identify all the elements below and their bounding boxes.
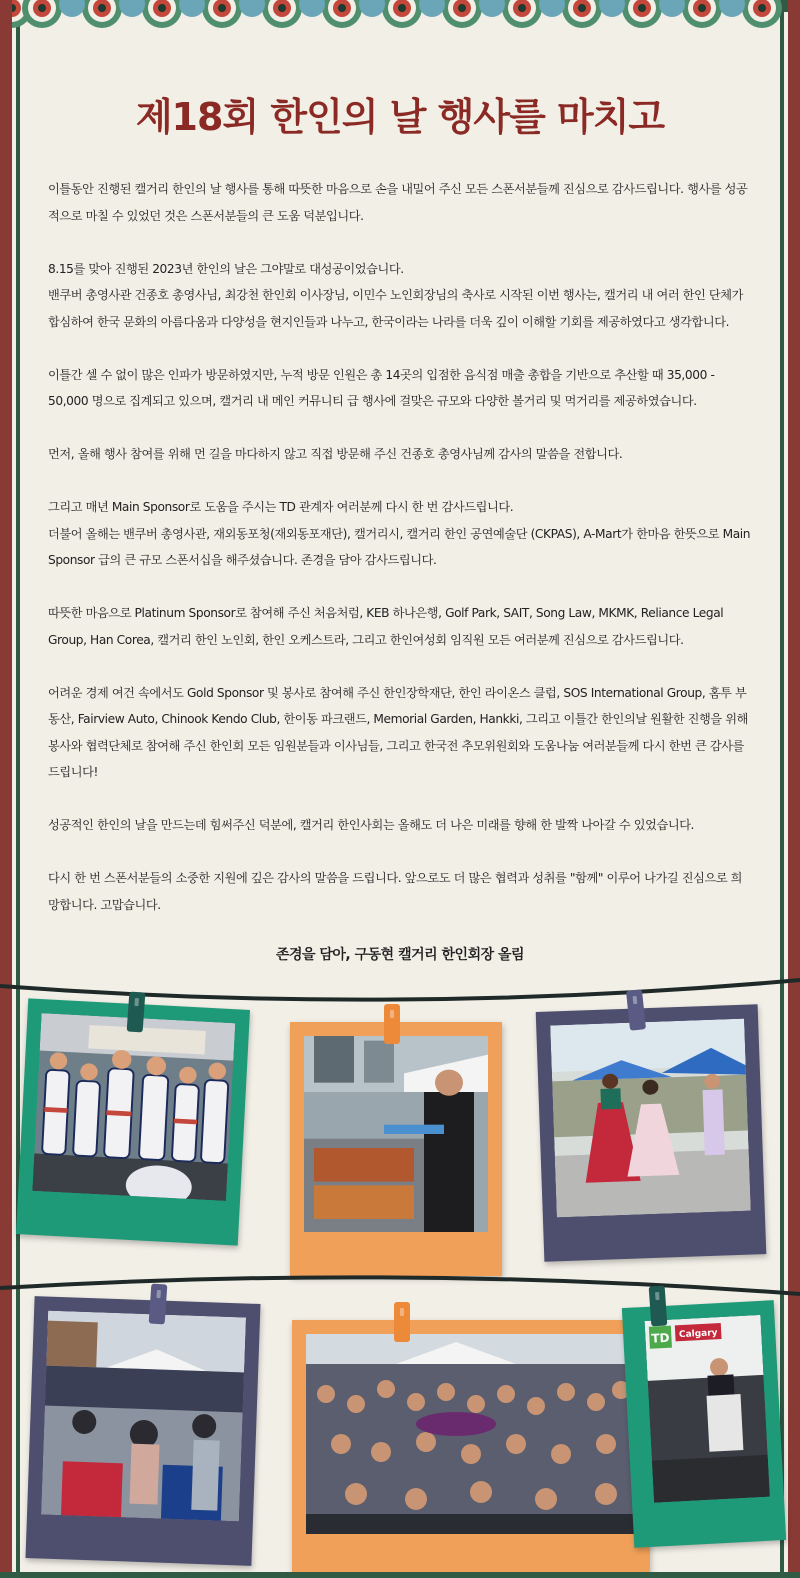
photo-clip-4	[149, 1283, 168, 1324]
paragraph-event-summary: 8.15를 맞아 진행된 2023년 한인의 날은 그야말로 대성공이었습니다. 밴쿠버 총영사관 건종호 총영사님, 최강천 한인회 이사장님, 이민수 노인회장님의 축사로 시작된 이번 행사는, 캘거리 내 여러 한인 단체가 합심하여 한국 문화의 아름다움과 다양성을 현지인들과 나누고, 한국이라는 나라를 더욱 깊이 이해할 기회를 제공하였다고 생각합니다.	[48, 261, 744, 329]
frame-border-left	[0, 0, 12, 1578]
paragraph-attendance: 이틀간 셀 수 없이 많은 인파가 방문하였지만, 누적 방문 인원은 총 14곳의 입점한 음식점 매출 총합을 기반으로 추산할 때 35,000 - 50,000 명으로 집계되고 있으며, 캘거리 내 메인 커뮤니티 급 행사에 걸맞은 규모와 다양한 볼거리 및 먹거리를 제공하였습니다.	[48, 367, 715, 408]
paragraph-gold-sponsors: 어려운 경제 여건 속에서도 Gold Sponsor 및 봉사로 참여해 주신 한인장학재단, 한인 라이온스 클럽, SOS International Group, 홈투 부동산, Fairview Auto, Chinook Kendo Club, 한이동 파크랜드, Memorial Garden, Hankki, 그리고 이틀간 한인의날 원활한 진행을 위해 봉사와 협력단체로 참여해 주신 한인회 모든 임원분들과 이사님들, 그리고 한국전 추모위원회와 도움나눔 여러분들께 다시 한번 큰 감사를 드립니다!	[48, 685, 749, 779]
paragraph-consul-thanks: 먼저, 올해 행사 참여를 위해 먼 길을 마다하지 않고 직접 방문해 주신 건종호 총영사님께 감사의 말씀을 전합니다.	[48, 447, 623, 461]
frame-inner-line-left	[16, 0, 20, 1578]
page-title: 제18회 한인의 날 행사를 마치고	[135, 95, 665, 139]
photo-stage-speaker	[622, 1300, 786, 1548]
photo-seated-audience	[292, 1320, 650, 1578]
bottom-border	[0, 1572, 800, 1578]
photo-taekwondo	[16, 998, 250, 1245]
photo-food-grill	[290, 1022, 502, 1276]
frame-inner-line-right	[780, 0, 784, 1578]
paragraph-main-sponsors: 그리고 매년 Main Sponsor로 도움을 주시는 TD 관계자 여러분께 다시 한 번 감사드립니다. 더불어 올해는 밴쿠버 총영사관, 재외동포청(재외동포재단), 캘거리시, 캘거리 한인 공연예술단 (CKPAS), A-Mart가 한마음 한뜻으로 Main Sponsor 급의 큰 규모 스폰서십을 해주셨습니다. 존경을 담아 감사드립니다.	[48, 500, 751, 567]
photo-clip-6	[649, 1285, 668, 1326]
photo-clip-1	[127, 991, 146, 1032]
frame-border-right	[788, 0, 800, 1578]
paragraph-platinum-sponsors: 따뜻한 마음으로 Platinum Sponsor로 참여해 주신 처음처럼, KEB 하나은행, Golf Park, SAIT, Song Law, MKMK, Reliance Legal Group, Han Corea, 캘거리 한인 노인회, 한인 오케스트라, 그리고 한인여성회 임직원 모든 여러분께 진심으로 감사드립니다.	[48, 606, 724, 647]
photo-clip-2	[384, 1004, 400, 1044]
banner-calgary-text: Calgary	[678, 1328, 718, 1341]
letter-body	[48, 176, 752, 918]
photo-hanbok-dance	[536, 1004, 767, 1262]
dancheong-ornament	[12, 0, 788, 40]
paragraph-thanks: 이틀동안 진행된 캘거리 한인의 날 행사를 통해 따뜻한 마음으로 손을 내밀어 주신 모든 스폰서분들께 진심으로 감사드립니다. 행사를 성공적으로 마칠 수 있었던 것은 스폰서분들의 큰 도움 덕분입니다.	[48, 182, 748, 223]
photo-crowd-flags	[25, 1296, 260, 1566]
signature: 존경을 담아, 구동현 캘거리 한인회장 올림	[275, 947, 525, 963]
banner-td-text: TD	[651, 1330, 670, 1346]
paragraph-community: 성공적인 한인의 날을 만드는데 힘써주신 덕분에, 캘거리 한인사회는 올해도 더 나은 미래를 향해 한 발짝 나아갈 수 있었습니다.	[48, 818, 695, 832]
paragraph-closing: 다시 한 번 스폰서분들의 소중한 지원에 깊은 감사의 말씀을 드립니다. 앞으로도 더 많은 협력과 성취를 "함께" 이루어 나가길 진심으로 희망합니다. 고맙습니다.	[48, 871, 743, 912]
photo-clip-5	[394, 1302, 410, 1342]
